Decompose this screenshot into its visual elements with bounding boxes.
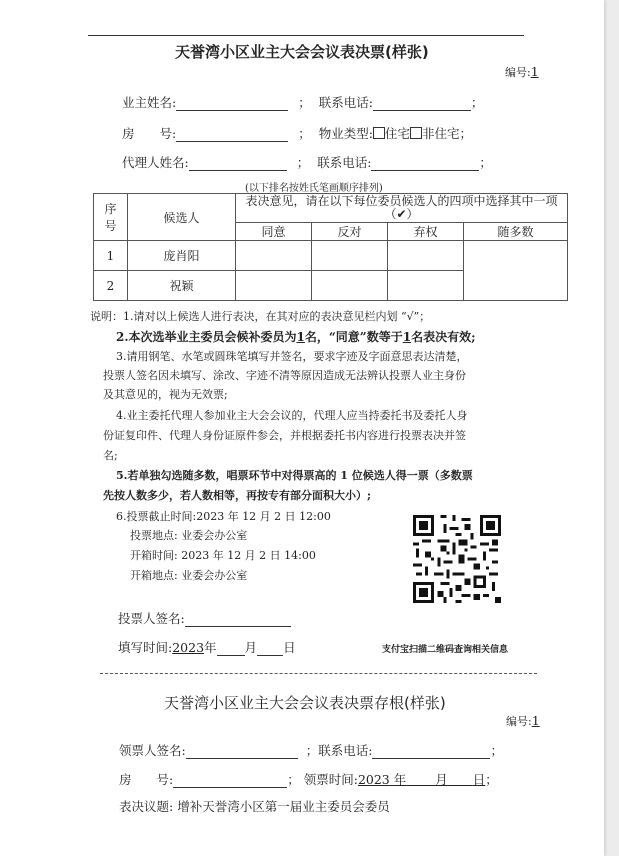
phone-field[interactable] — [373, 97, 471, 111]
vote-agree-cell[interactable] — [236, 241, 312, 271]
fill-year: 2023 — [172, 640, 205, 655]
receiver-sign-field[interactable] — [186, 745, 298, 759]
note-3-line-1: 3.请用钢笔、水笔或圆珠笔填写并签名，要求字迹及字面意思表达清楚， — [116, 350, 468, 363]
proxy-phone-label: 联系电话: — [317, 155, 372, 170]
fill-day-field[interactable] — [257, 642, 283, 656]
topic-value: 增补天誉湾小区第一届业主委员会委员 — [177, 799, 390, 814]
table-row — [94, 241, 568, 271]
proxy-name-label: 代理人姓名: — [122, 155, 189, 170]
note-5-line-2: 先按人数多少，若人数相等，再按专有部分面积大小）; — [103, 489, 372, 502]
non-residential-checkbox[interactable] — [410, 127, 422, 139]
col-candidate-header: 候选人 — [128, 194, 236, 241]
stub-phone-field[interactable] — [372, 745, 490, 759]
stub-topic-row — [119, 797, 390, 815]
col-index-header: 序号 — [94, 194, 128, 241]
serial-value: 1 — [530, 64, 539, 79]
stub-room-field[interactable] — [173, 774, 287, 788]
vote-abstain-cell[interactable] — [388, 241, 464, 271]
vote-agree-cell[interactable] — [236, 271, 312, 301]
note-4-line-3: 名; — [103, 449, 118, 462]
note-4-line-1: 4.业主委托代理人参加业主大会会议的，代理人应当持委托书及委托人身 — [116, 409, 468, 422]
receiver-sign-label: 领票人签名: — [119, 743, 186, 758]
room-row: 房 号: ； 物业类型: 住宅 非住宅； — [122, 126, 472, 141]
proxy-phone-field[interactable] — [371, 157, 479, 171]
stub-room-row: 房 号: ； 领票时间:2023 年 月 日； — [119, 772, 498, 787]
top-rule — [88, 35, 524, 36]
property-type-label: 物业类型: — [318, 126, 373, 141]
voter-sign-label: 投票人签名: — [118, 611, 185, 626]
owner-name-label: 业主姓名: — [122, 95, 177, 110]
stub-serial-number: 编号:1 — [506, 713, 540, 728]
ballot-title: 天誉湾小区业主大会会议表决票(样张) — [175, 43, 429, 61]
owner-name-field[interactable] — [176, 97, 288, 111]
option-oppose-header: 反对 — [312, 223, 388, 241]
stub-serial-value: 1 — [531, 713, 540, 728]
fill-month-field[interactable] — [217, 642, 245, 656]
candidate-name: 庞肖阳 — [128, 241, 236, 271]
row-index: 2 — [94, 271, 128, 301]
note-4-line-2: 份证复印件、代理人身份证原件参会，并根据委托书内容进行投票表决并签 — [103, 429, 466, 442]
vote-table — [93, 193, 568, 301]
vote-oppose-cell[interactable] — [312, 271, 388, 301]
fill-time-label: 填写时间: — [118, 640, 173, 655]
open-time: 开箱时间: 2023 年 12 月 2 日 14:00 — [130, 549, 316, 562]
row-index: 1 — [94, 241, 128, 271]
stub-phone-label: 联系电话: — [318, 743, 373, 758]
candidate-name: 祝颖 — [128, 271, 236, 301]
residential-checkbox[interactable] — [373, 127, 385, 139]
tear-line — [100, 673, 537, 674]
topic-label: 表决议题: — [119, 799, 174, 814]
stub-room-label: 房 号: — [119, 772, 174, 787]
proxy-name-field[interactable] — [189, 157, 287, 171]
qr-code-icon[interactable] — [413, 514, 501, 604]
qr-caption: 支付宝扫描二维码查询相关信息 — [382, 645, 509, 655]
stub-title: 天誉湾小区业主大会会议表决票存根(样张) — [164, 694, 446, 712]
note-3-line-3: 及其意见的，视为无效票; — [103, 388, 228, 401]
note-1: 说明：1.请对以上候选人进行表决，在其对应的表决意见栏内划 “√”； — [90, 310, 431, 323]
option-majority-header: 随多数 — [464, 223, 568, 241]
vote-abstain-cell[interactable] — [388, 271, 464, 301]
vote-majority-cell[interactable] — [464, 241, 568, 301]
receive-date: 2023 年 月 日 — [357, 772, 486, 787]
voter-sign-field[interactable] — [185, 613, 291, 627]
sort-note: (以下排名按姓氏笔画顺序排列) — [245, 183, 383, 194]
room-field[interactable] — [176, 128, 288, 142]
note-3-line-2: 投票人签名因未填写、涂改、字迹不清等原因造成无法辨认投票人业主身份 — [103, 369, 466, 382]
vote-oppose-cell[interactable] — [312, 241, 388, 271]
col-opinion-header: 表决意见，请在以下每位委员候选人的四项中选择其中一项（✔） — [236, 194, 568, 223]
open-place: 开箱地点: 业委会办公室 — [130, 569, 248, 582]
phone-label: 联系电话: — [318, 95, 373, 110]
room-label: 房 号: — [122, 126, 177, 141]
vote-place: 投票地点: 业委会办公室 — [130, 529, 248, 542]
note-2: 2.本次选举业主委员会候补委员为1名，“同意”数等于1名表决有效; — [116, 330, 476, 344]
fill-time-row: 填写时间:2023年 月 日 — [118, 640, 296, 655]
option-abstain-header: 弃权 — [388, 223, 464, 241]
serial-number: 编号:1 — [505, 64, 539, 79]
stub-receiver-row: 领票人签名: ；联系电话: ； — [119, 743, 503, 758]
voter-sign-row — [118, 609, 291, 627]
option-agree-header: 同意 — [236, 223, 312, 241]
receive-time-label: 领票时间: — [303, 772, 358, 787]
owner-name-row: 业主姓名: ； 联系电话: ； — [122, 95, 484, 110]
proxy-row: 代理人姓名: ； 联系电话: ； — [122, 155, 492, 170]
note-5-line-1: 5.若单独勾选随多数，唱票环节中对得票高的 1 位候选人得一票（多数票 — [116, 469, 473, 482]
note-6: 6.投票截止时间:2023 年 12 月 2 日 12:00 — [116, 510, 331, 523]
